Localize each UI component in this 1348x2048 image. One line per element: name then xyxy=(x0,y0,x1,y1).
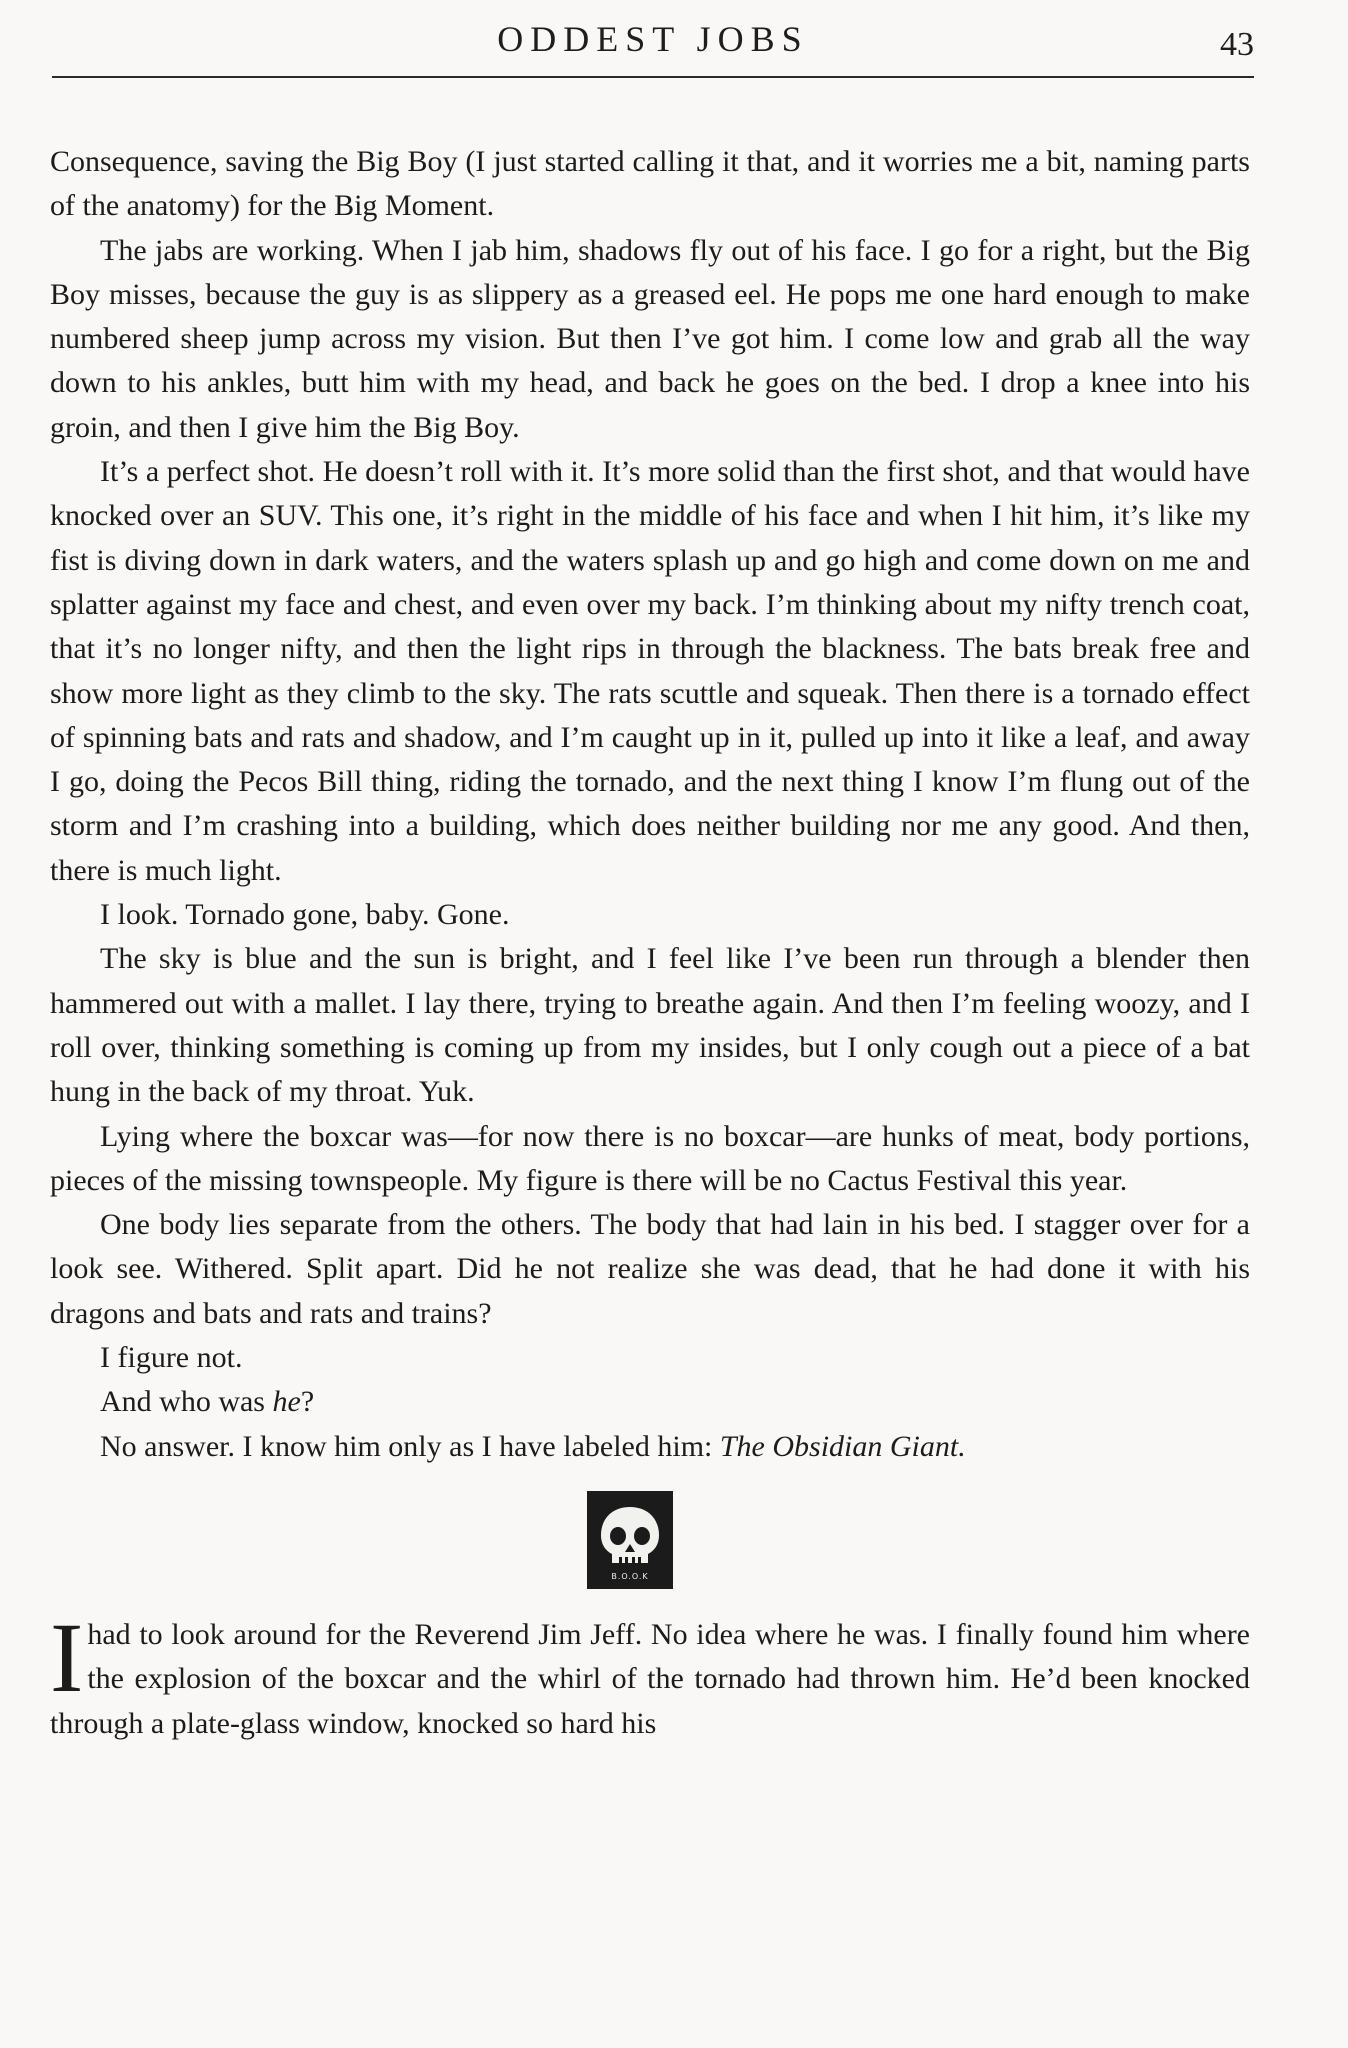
paragraph: Consequence, saving the Big Boy (I just started calling it that, and it worries me a bit, naming parts of the anatomy) for the Big Moment. xyxy=(50,145,1250,223)
paragraph xyxy=(50,1425,1250,1469)
skull-icon xyxy=(587,1491,673,1589)
paragraph: The jabs are working. When I jab him, shadows fly out of his face. I go for a right, but the Big Boy misses, because the guy is as slippery as a greased eel. He pops me one hard enough to make numbered sheep jump across my vision. But then I’ve got him. I come low and grab all the way down to his ankles, butt him with my head, and back he goes on the bed. I drop a knee into his groin, and then I give him the Big Boy. xyxy=(50,233,1250,444)
text-run: No answer. I know him only as I have labeled him: xyxy=(100,1429,720,1463)
section-break-ornament xyxy=(50,1491,1250,1591)
skull-ornament-box xyxy=(587,1491,673,1589)
paragraph: It’s a perfect shot. He doesn’t roll with it. It’s more solid than the first shot, and that would have knocked over an SUV. This one, it’s right in the middle of his face and when I hit him, it’s like my fist is diving down in dark waters, and the waters splash up and go high and come down on me and splatter against my face and chest, and even over my back. I’m thinking about my nifty trench coat, that it’s no longer nifty, and then the light rips in through the blackness. The bats break free and show more light as they climb to the sky. The rats scuttle and squeak. Then there is a tornado effect of spinning bats and rats and shadow, and I’m caught up in it, pulled up into it like a leaf, and away I go, doing the Pecos Bill thing, riding the tornado, and the next thing I know I’m flung out of the storm and I’m crashing into a building, which does neither building nor me any good. And then, there is much light. xyxy=(50,455,1250,887)
section-two xyxy=(50,1601,1250,1746)
paragraph: Lying where the boxcar was—for now there is no boxcar—are hunks of meat, body portions, pieces of the missing townspeople. My figure is there will be no Cactus Festival this year. xyxy=(50,1119,1250,1197)
text-run: ? xyxy=(300,1385,315,1419)
emphasis: he xyxy=(272,1385,301,1419)
running-head: ODDEST JOBS xyxy=(497,19,809,59)
drop-cap: I xyxy=(50,1601,84,1713)
body-text xyxy=(50,140,1250,1746)
paragraph: The sky is blue and the sun is bright, and I feel like I’ve been run through a blender then hammered out with a mallet. I lay there, trying to breathe again. And then I’m feeling woozy, and I roll over, thinking something is coming up from my insides, but I only cough out a piece of a bat hung in the back of my throat. Yuk. xyxy=(50,942,1250,1109)
page-number: 43 xyxy=(1220,26,1254,63)
text-run: And who was xyxy=(100,1385,273,1419)
text-run: had to look around for the Reverend Jim Jeff. No idea where he was. I finally found him where the explosion of the boxcar and the whirl of the tornado had thrown him. He’d been knocked through a plate-glass window, knocked so hard his xyxy=(50,1617,1250,1740)
paragraph: One body lies separate from the others. The body that had lain in his bed. I stagger over for a look see. Withered. Split apart. Did he not realize she was dead, that he had done it with his dragons and bats and rats and trains? xyxy=(50,1208,1250,1330)
book-title: The Obsidian Giant. xyxy=(719,1429,966,1463)
paragraph xyxy=(50,1601,1250,1746)
paragraph: I figure not. xyxy=(100,1341,243,1375)
page-header xyxy=(52,16,1254,78)
paragraph xyxy=(50,1380,1250,1424)
ornament-caption: B.O.O.K xyxy=(611,1571,649,1581)
paragraph: I look. Tornado gone, baby. Gone. xyxy=(100,898,510,932)
